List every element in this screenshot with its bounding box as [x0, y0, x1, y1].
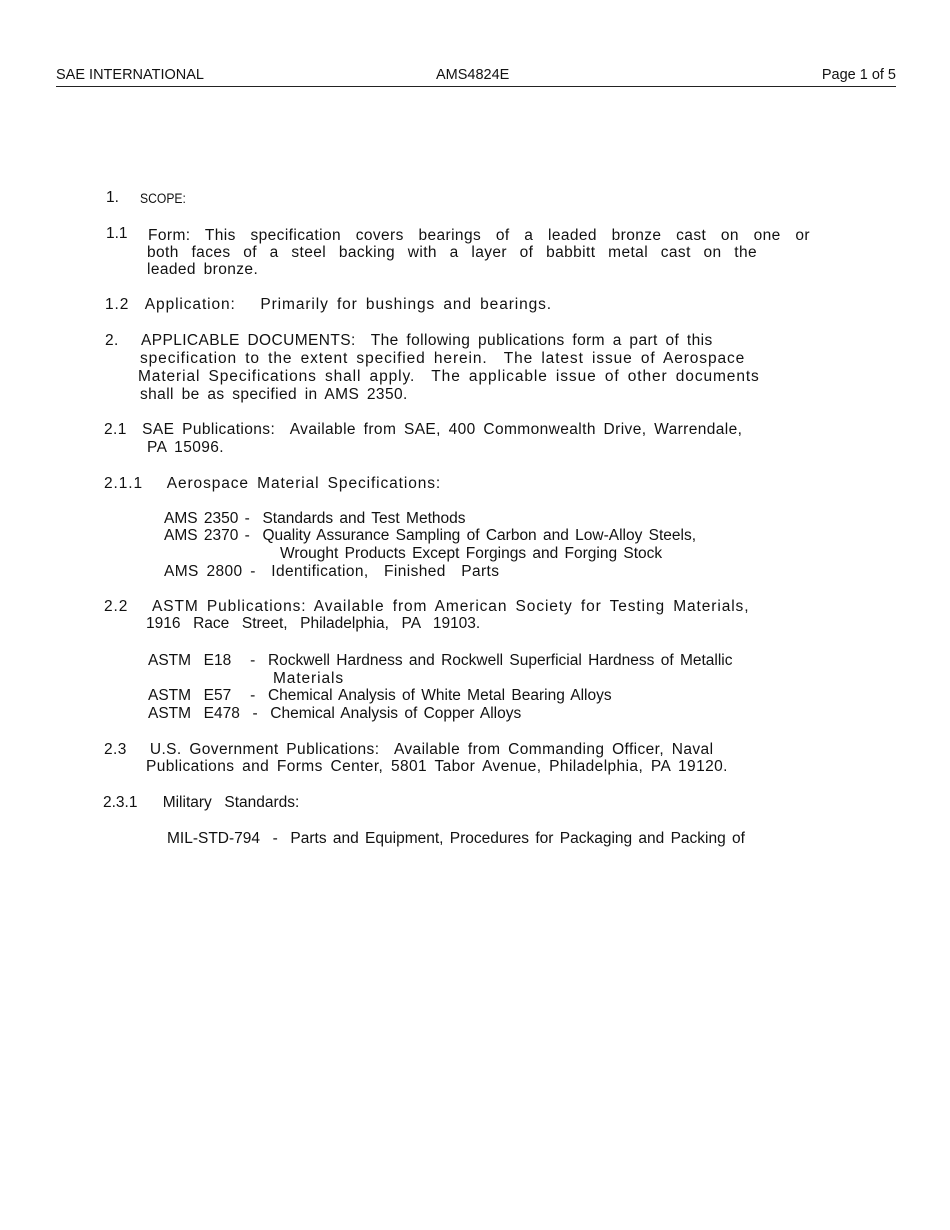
section-2-3-line-1: 2.3 U.S. Government Publications: Available from Commanding Officer, Naval: [104, 741, 714, 758]
astm-list-item-3: ASTM E478 - Chemical Analysis of Copper Alloys: [148, 705, 522, 722]
section-2-3-line-2: Publications and Forms Center, 5801 Tabor Avenue, Philadelphia, PA 19120.: [146, 758, 728, 775]
section-2-1-1: 2.1.1 Aerospace Material Specifications:: [104, 475, 442, 492]
ams-list-item-1: AMS 2350 - Standards and Test Methods: [164, 510, 466, 527]
mil-list-item-1: MIL-STD-794 - Parts and Equipment, Procedures for Packaging and Packing of: [167, 830, 745, 847]
header-document-number: AMS4824E: [436, 67, 510, 83]
section-1-title: SCOPE:: [140, 191, 186, 206]
section-2-2-line-2: 1916 Race Street, Philadelphia, PA 19103.: [146, 615, 481, 632]
section-1-1-number: 1.1: [106, 225, 128, 242]
section-2-line-3: Material Specifications shall apply. The applicable issue of other documents: [138, 368, 760, 385]
astm-list-item-2: ASTM E57 - Chemical Analysis of White Metal Bearing Alloys: [148, 687, 612, 704]
ams-list-item-3: AMS 2800 - Identification, Finished Parts: [164, 563, 500, 580]
section-2-line-1: 2. APPLICABLE DOCUMENTS: The following publications form a part of this: [105, 332, 713, 349]
header-page-number: Page 1 of 5: [821, 67, 896, 83]
section-1-1-line-3: leaded bronze.: [147, 261, 259, 278]
section-2-1-line-1: 2.1 SAE Publications: Available from SAE, 400 Commonwealth Drive, Warrendale,: [104, 421, 743, 438]
page-header: [56, 66, 896, 87]
ams-list-item-2: AMS 2370 - Quality Assurance Sampling of Carbon and Low-Alloy Steels,: [164, 527, 697, 544]
section-1-2: 1.2 Application: Primarily for bushings and bearings.: [105, 296, 553, 313]
section-2-line-2: specification to the extent specified herein. The latest issue of Aerospace: [140, 350, 746, 367]
ams-list-item-2-continued: Wrought Products Except Forgings and Forging Stock: [280, 545, 663, 562]
section-1-1-line-1: Form: This specification covers bearings of a leaded bronze cast on one or: [148, 227, 810, 244]
section-2-1-line-2: PA 15096.: [147, 439, 224, 456]
astm-list-item-1-continued: Materials: [273, 670, 344, 687]
section-2-line-4: shall be as specified in AMS 2350.: [140, 386, 408, 403]
section-2-3-1: 2.3.1 Military Standards:: [103, 794, 300, 811]
section-1-number: 1.: [106, 189, 119, 206]
section-1-1-line-2: both faces of a steel backing with a layer of babbitt metal cast on the: [147, 244, 757, 261]
section-2-2-line-1: 2.2 ASTM Publications: Available from American Society for Testing Materials,: [104, 598, 750, 615]
header-organization: SAE INTERNATIONAL: [56, 67, 204, 83]
astm-list-item-1: ASTM E18 - Rockwell Hardness and Rockwell Superficial Hardness of Metallic: [148, 652, 733, 669]
